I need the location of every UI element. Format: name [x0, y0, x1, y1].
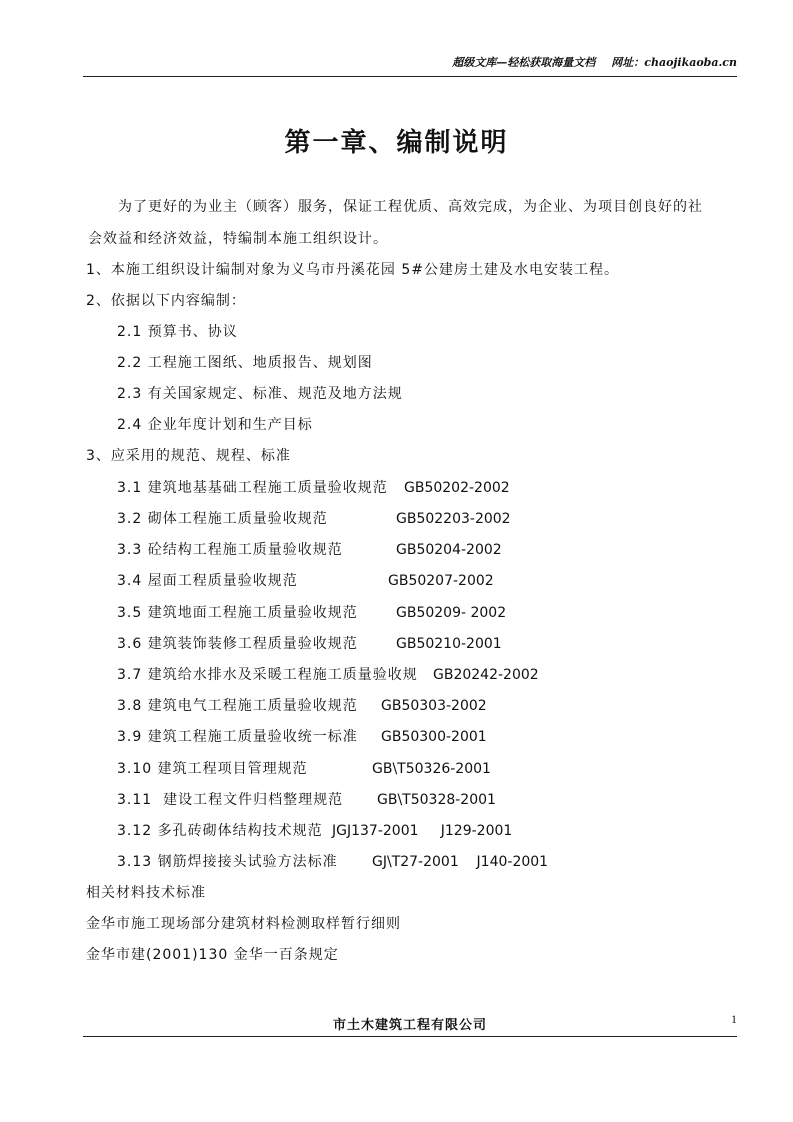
standard-name: 3.11 建设工程文件归档整理规范 — [117, 792, 344, 808]
standard-code: GB502203-2002 — [396, 511, 511, 527]
section-3-heading: 3、应采用的规范、规程、标准 — [86, 448, 291, 464]
section-2-item: 2.2 工程施工图纸、地质报告、规划图 — [117, 355, 373, 371]
footer-company: 市土木建筑工程有限公司 — [332, 1018, 487, 1033]
standard-name: 3.6 建筑装饰装修工程质量验收规范 — [117, 636, 358, 652]
standard-name: 3.4 屋面工程质量验收规范 — [117, 573, 298, 589]
standard-code: GJ\T27-2001 J140-2001 — [372, 854, 549, 870]
standard-name: 3.12 多孔砖砌体结构技术规范 — [117, 823, 323, 839]
section-2-heading: 2、依据以下内容编制： — [86, 293, 246, 309]
standard-name: 3.2 砌体工程施工质量验收规范 — [117, 511, 328, 527]
standard-code: GB50209- 2002 — [396, 605, 507, 621]
header-site-text: 超级文库—轻松获取海量文档 — [452, 56, 596, 69]
section-2-item: 2.1 预算书、协议 — [117, 324, 238, 340]
standard-name: 3.9 建筑工程施工质量验收统一标准 — [117, 729, 358, 745]
standard-code: GB\T50328-2001 — [377, 792, 496, 808]
extra-reference: 金华市建(2001)130 金华一百条规定 — [86, 947, 339, 963]
intro-paragraph-line2: 会效益和经济效益，特编制本施工组织设计。 — [88, 231, 388, 247]
standard-code: GB50303-2002 — [381, 698, 487, 714]
standard-name: 3.10 建筑工程项目管理规范 — [117, 761, 308, 777]
section-2-item: 2.4 企业年度计划和生产目标 — [117, 417, 313, 433]
standard-code: GB50207-2002 — [388, 573, 494, 589]
standard-name: 3.7 建筑给水排水及采暖工程施工质量验收规 — [117, 667, 418, 683]
header-url: 网址：chaojikaoba.cn — [611, 56, 737, 69]
standard-name: 3.5 建筑地面工程施工质量验收规范 — [117, 605, 358, 621]
standard-code: GB20242-2002 — [433, 667, 539, 683]
standard-code: GB\T50326-2001 — [372, 761, 491, 777]
page-header — [83, 52, 737, 77]
intro-paragraph-line1: 为了更好的为业主（顾客）服务，保证工程优质、高效完成，为企业、为项目创良好的社 — [118, 199, 703, 215]
standard-name: 3.1 建筑地基基础工程施工质量验收规范 — [117, 480, 388, 496]
standard-code: GB50300-2001 — [381, 729, 487, 745]
chapter-title: 第一章、编制说明 — [284, 128, 509, 158]
page-footer — [83, 1012, 737, 1037]
extra-reference: 金华市施工现场部分建筑材料检测取样暂行细则 — [86, 916, 401, 932]
extra-reference: 相关材料技术标准 — [86, 885, 206, 901]
standard-name: 3.3 砼结构工程施工质量验收规范 — [117, 542, 343, 558]
standard-code: GB50202-2002 — [404, 480, 510, 496]
standard-name: 3.13 钢筋焊接接头试验方法标准 — [117, 854, 338, 870]
section-2-item: 2.3 有关国家规定、标准、规范及地方法规 — [117, 386, 403, 402]
standard-code: JGJ137-2001 J129-2001 — [332, 823, 513, 839]
standard-code: GB50204-2002 — [396, 542, 502, 558]
standard-name: 3.8 建筑电气工程施工质量验收规范 — [117, 698, 358, 714]
section-1: 1、本施工组织设计编制对象为义乌市丹溪花园 5#公建房土建及水电安装工程。 — [86, 262, 619, 278]
page-number: 1 — [731, 1012, 737, 1026]
standard-code: GB50210-2001 — [396, 636, 502, 652]
